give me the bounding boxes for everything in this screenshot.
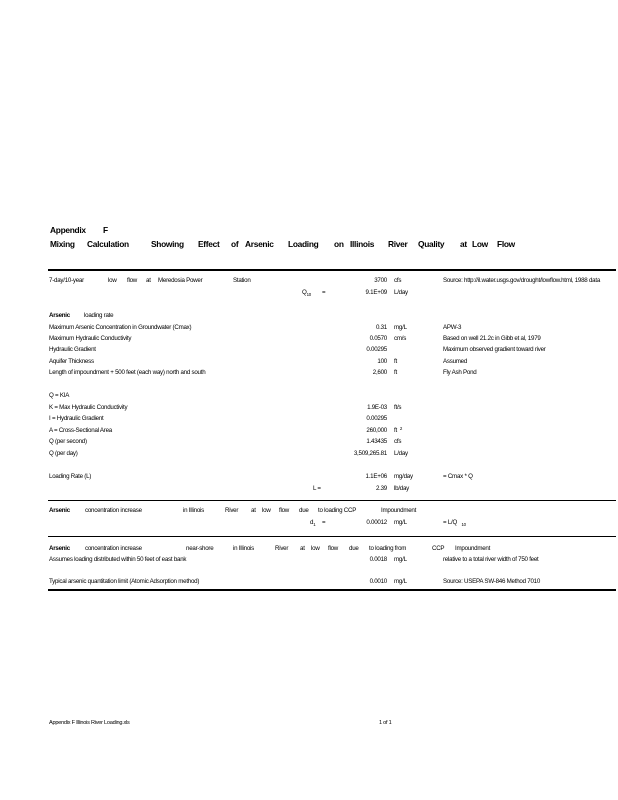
row-unit: ft/s: [394, 404, 402, 411]
q-equals: =: [322, 289, 326, 296]
row-label: Q (per second): [49, 438, 87, 445]
title-word: River: [388, 239, 408, 249]
heading-word: Arsenic: [49, 545, 70, 552]
section-rule: [48, 536, 616, 537]
row-note: APW-3: [443, 324, 462, 331]
row-value: 0.0570: [369, 335, 387, 342]
row-value: 100: [377, 358, 387, 365]
title-word: of: [231, 239, 239, 249]
row-note: Source: USEPA SW-846 Method 7010: [443, 578, 541, 585]
flow-word: 7-day/10-year: [49, 277, 84, 284]
title-word: Quality: [418, 239, 445, 249]
row-unit: mg/L: [394, 578, 407, 585]
heading-word: low: [311, 545, 320, 552]
heading-word: at: [251, 507, 256, 514]
title-word: Showing: [151, 239, 184, 249]
heading-word: to loading from: [369, 545, 407, 552]
heading-word: at: [300, 545, 305, 552]
l-label: L =: [313, 485, 321, 492]
heading-word: near-shore: [186, 545, 214, 552]
row-note: Based on well 21.2c in Gibb et al, 1979: [443, 335, 541, 342]
title-word: Calculation: [87, 239, 129, 249]
row-label: Typical arsenic quantitation limit (Atomic Adsorption method): [49, 578, 200, 585]
flow-unit: cfs: [394, 277, 402, 284]
row-note: = L/Q $_{10}$: [443, 519, 466, 527]
row-unit: mg/L: [394, 324, 407, 331]
flow-word: Station: [233, 277, 251, 284]
flow-word: flow: [127, 277, 138, 284]
q-value: 9.1E+09: [365, 289, 387, 296]
row-value: 260,000: [366, 427, 387, 434]
row-value: 2,600: [372, 369, 387, 376]
row-unit: mg/L: [394, 556, 407, 563]
row-value: 1.1E+06: [365, 473, 387, 480]
heading-word: flow: [328, 545, 339, 552]
heading-word: River: [275, 545, 289, 552]
row-label: Maximum Hydraulic Conductivity: [49, 335, 132, 342]
row-value: 0.00012: [366, 519, 387, 526]
row-label: I = Hydraulic Gradient: [49, 415, 104, 422]
row-unit: cfs: [394, 438, 402, 445]
heading-word: low: [262, 507, 271, 514]
heading-word: Impoundment: [455, 545, 491, 552]
row-value: 0.0010: [369, 578, 387, 585]
row-note: Fly Ash Pond: [443, 369, 477, 376]
flow-value: 3700: [374, 277, 387, 284]
row-label: K = Max Hydraulic Conductivity: [49, 404, 128, 411]
d-equals: =: [322, 519, 326, 526]
d-label: $d_1$: [310, 519, 316, 527]
row-unit: ft $^2$: [394, 426, 403, 434]
title-word: F: [103, 225, 108, 235]
title-word: Illinois: [350, 239, 375, 249]
row-unit: mg/L: [394, 519, 407, 526]
row-unit: mg/day: [394, 473, 413, 480]
section-rule: [48, 500, 616, 501]
row-value: 2.39: [375, 485, 387, 492]
row-note: relative to a total river width of 750 feet: [443, 556, 539, 563]
row-unit: cm/s: [394, 335, 407, 342]
title-word: Mixing: [50, 239, 75, 249]
row-value: 0.31: [375, 324, 387, 331]
row-label: A = Cross-Sectional Area: [49, 427, 112, 434]
footer-filename: Appendix F Illinois River Loading.xls: [49, 720, 130, 726]
flow-word: low: [108, 277, 117, 284]
heading-word: loading rate: [84, 312, 114, 319]
row-label: Hydraulic Gradient: [49, 346, 96, 353]
title-word: on: [334, 239, 344, 249]
q-unit: L/day: [394, 289, 408, 296]
footer-page-number: 1 of 1: [379, 720, 392, 726]
row-label: Maximum Arsenic Concentration in Groundwater (Cmax): [49, 324, 192, 331]
row-label: Loading Rate (L): [49, 473, 92, 480]
heading-word: concentration increase: [85, 507, 142, 514]
heading-word: Arsenic: [49, 312, 70, 319]
row-value: 1.9E-03: [367, 404, 387, 411]
row-unit: lb/day: [394, 485, 410, 492]
bottom-rule: [48, 589, 616, 591]
title-word: Low: [472, 239, 488, 249]
heading-word: to loading CCP: [318, 507, 357, 514]
heading-word: in Illinois: [233, 545, 254, 552]
row-unit: L/day: [394, 450, 408, 457]
title-word: Effect: [198, 239, 220, 249]
row-value: 0.0018: [369, 556, 387, 563]
heading-word: in Illinois: [183, 507, 204, 514]
row-value: 1.43435: [366, 438, 387, 445]
title-word: Arsenic: [245, 239, 274, 249]
row-unit: ft: [394, 358, 397, 365]
title-word: Loading: [288, 239, 319, 249]
header-rule: [48, 269, 616, 271]
row-note: Assumed: [443, 358, 468, 365]
row-label: Aquifer Thickness: [49, 358, 94, 365]
row-value: 0.00295: [366, 346, 387, 353]
row-value: 3,509,265.81: [353, 450, 387, 457]
flow-word: Meredosia Power: [158, 277, 203, 284]
row-value: 0.00295: [366, 415, 387, 422]
row-note: = Cmax * Q: [443, 473, 473, 480]
row-label: Assumes loading distributed within 50 feet of east bank: [49, 556, 187, 563]
heading-word: concentration increase: [85, 545, 142, 552]
row-label: Q (per day): [49, 450, 78, 457]
row-label: Length of impoundment + 500 feet (each way) north and south: [49, 369, 206, 376]
heading-word: CCP: [432, 545, 445, 552]
q-label: $Q_{10}$: [302, 289, 311, 297]
heading-word: due: [299, 507, 309, 514]
darcy-formula: Q = KIA: [49, 392, 70, 399]
row-unit: ft: [394, 369, 397, 376]
row-note: Maximum observed gradient toward river: [443, 346, 546, 353]
flow-word: at: [146, 277, 151, 284]
heading-word: River: [225, 507, 239, 514]
flow-source: Source: http://il.water.usgs.gov/drought/lowflow.html, 1988 data: [443, 277, 601, 284]
title-word: Flow: [497, 239, 515, 249]
heading-word: due: [349, 545, 359, 552]
heading-word: Arsenic: [49, 507, 70, 514]
heading-word: Impoundment: [381, 507, 417, 514]
title-word: at: [460, 239, 467, 249]
heading-word: flow: [279, 507, 290, 514]
title-word: Appendix: [50, 225, 86, 235]
